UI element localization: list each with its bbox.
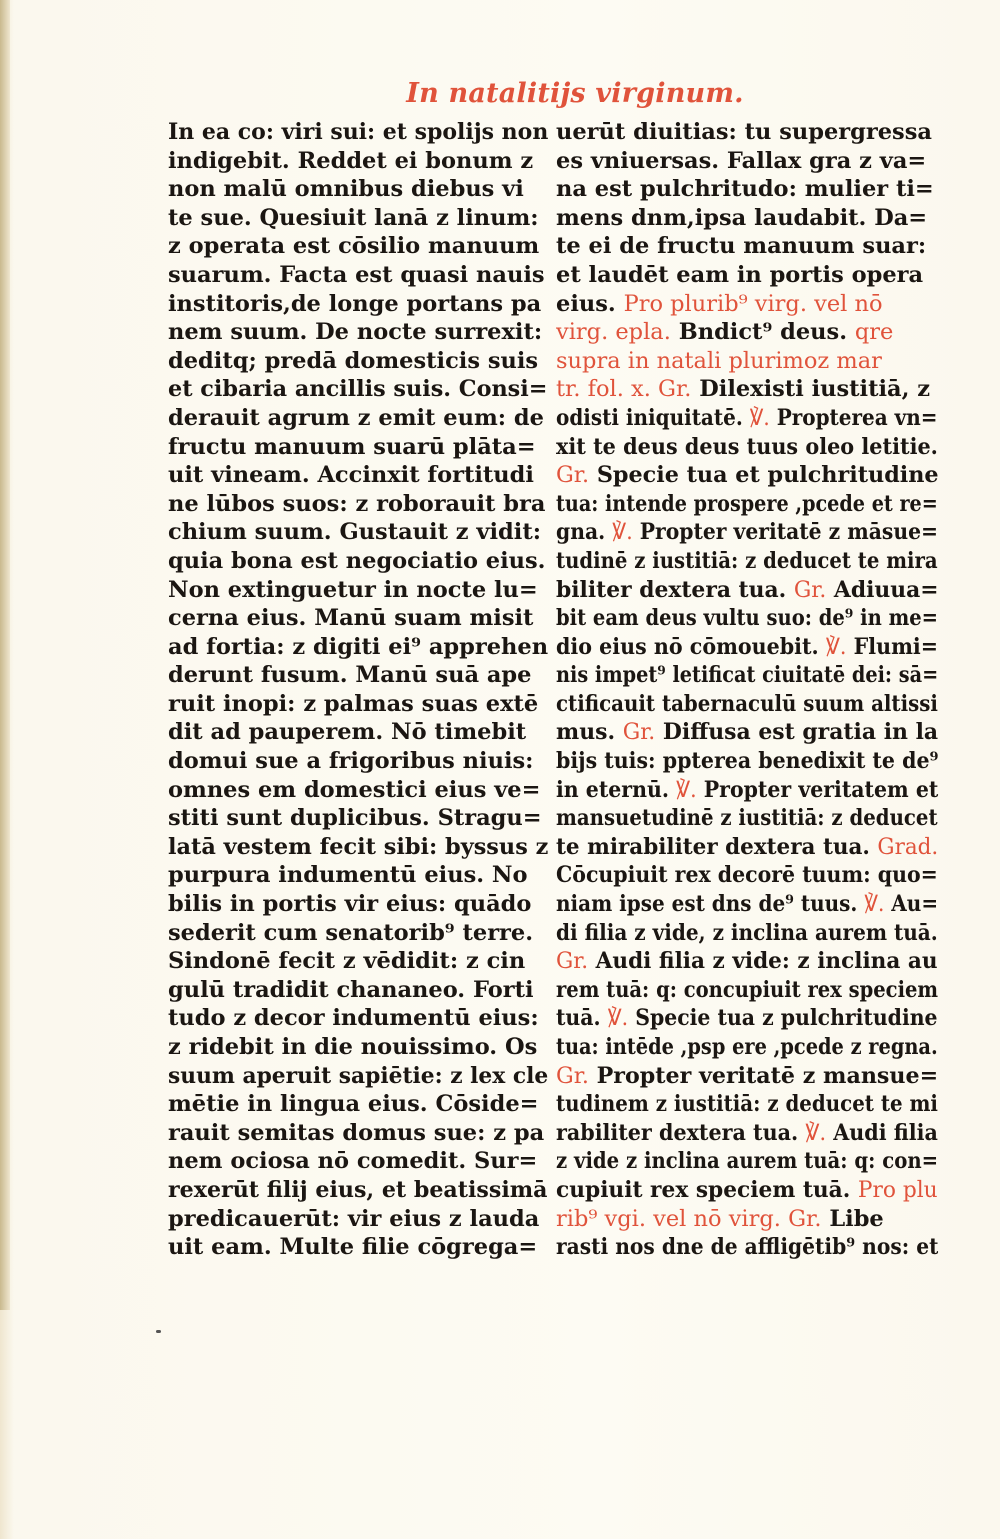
body-text: derunt fusum. Manū suā ape [168, 662, 532, 689]
left-column-line [168, 1119, 548, 1148]
left-column-line [168, 604, 548, 633]
right-column-line [556, 375, 938, 404]
body-text: Flumi= [846, 633, 938, 660]
left-column-line [168, 718, 548, 747]
right-column-line [556, 1205, 938, 1234]
body-text: Libe [821, 1205, 884, 1232]
body-text: tua: intēde ,psp ere ,pcede z regna. [556, 1034, 938, 1060]
rubric-text: ℣. [825, 633, 847, 660]
body-text: Diffusa est gratia in la [655, 719, 938, 746]
body-text: omnes em domestici eius ve= [168, 776, 541, 803]
left-column-line [168, 204, 548, 233]
left-column-line [168, 747, 548, 776]
body-text: predicauerūt: vir eius z lauda [168, 1205, 540, 1232]
left-column-line [168, 433, 548, 462]
body-text: mus. [556, 719, 623, 746]
running-title: In natalitijs virginum. [406, 78, 744, 109]
body-text: di filia z vide, z inclina aurem tuā. [556, 919, 938, 946]
body-text: Dilexisti iustitiā, z [691, 376, 931, 403]
body-text: te ei de fructu manuum suar: [556, 233, 927, 260]
left-column-line [168, 890, 548, 919]
right-column-line [556, 661, 938, 690]
rubric-text: Grad. [877, 833, 938, 860]
body-text: stiti sunt duplicibus. Stragu= [168, 805, 542, 832]
body-text: bilis in portis vir eius: quādo [168, 891, 532, 918]
body-text: chium suum. Gustauit z vidit: [168, 519, 542, 546]
right-column-line [556, 1176, 938, 1205]
body-text: non malū omnibus diebus vi [168, 176, 524, 203]
right-column-line [556, 461, 938, 490]
left-column-line [168, 1147, 548, 1176]
body-text: Audi filia [826, 1119, 938, 1146]
body-text: gulū tradidit chananeo. Forti [168, 976, 534, 1003]
body-text: ad fortia: z digiti ei⁹ apprehen [168, 633, 548, 660]
right-column-line [556, 747, 938, 776]
right-column-line [556, 518, 938, 547]
right-column-line [556, 290, 938, 319]
right-column-line [556, 861, 938, 890]
right-column-line [556, 147, 938, 176]
right-column-line [556, 804, 938, 833]
rubric-text: ℣. [749, 404, 770, 431]
body-text: z operata est cōsilio manuum [168, 233, 540, 260]
body-text: Adiuua= [826, 576, 939, 603]
left-column-line [168, 833, 548, 862]
left-column-line [168, 661, 548, 690]
body-text: Specie tua et pulchritudine [589, 462, 939, 489]
body-text: bit eam deus vultu suo: de⁹ in me= [556, 605, 938, 632]
body-text: derauit agrum z emit eum: de [168, 404, 544, 431]
left-column-line [168, 1205, 548, 1234]
left-column-line [168, 232, 548, 261]
rubric-text: Gr. [556, 1062, 589, 1089]
body-text: suum aperuit sapiētie: z lex cle [168, 1062, 549, 1089]
body-text: Propter veritatem et [696, 776, 939, 803]
body-text: te mirabiliter dextera tua. [556, 833, 878, 860]
body-text: tua: intende prospere ,pcede et re= [556, 490, 938, 517]
left-column-line [168, 318, 548, 347]
body-text: tudinem z iustitiā: z deducet te mi [556, 1091, 938, 1118]
left-column-line [168, 690, 548, 719]
left-column-line [168, 804, 548, 833]
right-column-line [556, 1233, 938, 1262]
body-text: bijs tuis: ppterea benedixit te de⁹ [556, 748, 939, 775]
left-column-line [168, 518, 548, 547]
body-text: uit vineam. Accinxit fortitudi [168, 462, 534, 489]
body-text: gna. [556, 519, 613, 546]
right-column-line [556, 547, 938, 576]
right-column-line [556, 404, 938, 433]
left-column-line [168, 118, 548, 147]
body-text: domui sue a frigoribus niuis: [168, 748, 534, 775]
body-text: sederit cum senatorib⁹ terre. [168, 919, 534, 946]
left-column-line [168, 404, 548, 433]
body-text: mansuetudinē z iustitiā: z deducet [556, 805, 938, 832]
body-text: mētie in lingua eius. Cōside= [168, 1091, 539, 1118]
body-text: Propter veritatē z mansue= [588, 1062, 939, 1089]
left-column-line [168, 375, 548, 404]
left-column-line [168, 1090, 548, 1119]
body-text: tuā. [556, 1005, 608, 1032]
rubric-text: Pro plu [857, 1176, 938, 1203]
right-column-line [556, 890, 938, 919]
body-text: rasti nos dne de affligētib⁹ nos: et [556, 1234, 939, 1261]
body-text: tudo z decor indumentū eius: [168, 1005, 539, 1032]
right-column-line [556, 318, 938, 347]
right-column-line [556, 690, 938, 719]
body-text: xit te deus deus tuus oleo letitie. [556, 433, 938, 460]
left-column-line [168, 290, 548, 319]
left-column-line [168, 976, 548, 1005]
left-column-line [168, 547, 548, 576]
right-column-line [556, 576, 938, 605]
right-column-line [556, 1004, 938, 1033]
body-text: cerna eius. Manū suam misit [168, 605, 534, 632]
left-column-line [168, 861, 548, 890]
right-column-line [556, 490, 938, 519]
right-column-line [556, 433, 938, 462]
left-column-line [168, 633, 548, 662]
body-text: Non extinguetur in nocte lu= [168, 576, 538, 603]
rubric-text: Gr. [793, 576, 827, 603]
right-column-line [556, 1062, 938, 1091]
body-text: Au= [884, 891, 938, 918]
body-text: niam ipse est dns de⁹ tuus. [556, 891, 865, 918]
rubric-text: Gr. [556, 462, 590, 489]
body-text: quia bona est negociatio eius. [168, 547, 546, 574]
rubric-text: ℣. [864, 891, 885, 918]
rubric-text: qre [854, 319, 894, 346]
body-text: Audi filia z vide: z inclina au [588, 948, 938, 975]
body-text: dio eius nō cōmouebit. [556, 633, 826, 660]
body-text: cupiuit rex speciem tuā. [556, 1176, 858, 1203]
left-column-line [168, 261, 548, 290]
right-column-line [556, 1147, 938, 1176]
right-column-line [556, 833, 938, 862]
body-text: Specie tua z pulchritudine [628, 1005, 938, 1032]
left-column-line [168, 1176, 548, 1205]
left-column-line [168, 1062, 548, 1091]
right-column-line [556, 919, 938, 948]
left-column-line [168, 347, 548, 376]
body-text: Bndict⁹ deus. [670, 319, 855, 346]
binding-gutter-shadow [0, 0, 10, 1310]
body-text: nem ociosa nō comedit. Sur= [168, 1148, 538, 1175]
left-column-line [168, 776, 548, 805]
left-column-line [168, 175, 548, 204]
body-text: fructu manuum suarū plāta= [168, 433, 536, 460]
right-column-line [556, 232, 938, 261]
rubric-text: rib⁹ vgi. vel nō virg. Gr. [556, 1205, 822, 1232]
body-text: rem tuā: q: concupiuit rex speciem [556, 976, 938, 1003]
left-column-line [168, 1004, 548, 1033]
right-column-line [556, 261, 938, 290]
body-text: z ridebit in die nouissimo. Os [168, 1034, 538, 1060]
body-text: Sindonē fecit z vēdidit: z cin [168, 948, 526, 975]
body-text: ctificauit tabernaculū suum altissi [556, 690, 938, 717]
body-text: uit eam. Multe filie cōgrega= [168, 1234, 538, 1261]
body-text: te sue. Quesiuit lanā z linum: [168, 204, 539, 231]
right-column-line [556, 633, 938, 662]
left-column-line [168, 576, 548, 605]
rubric-text: tr. fol. x. Gr. [556, 376, 692, 403]
body-text: biliter dextera tua. [556, 576, 794, 603]
body-text: eius. [556, 290, 624, 317]
body-text: Cōcupiuit rex decorē tuum: quo= [556, 862, 938, 889]
body-text: indigebit. Reddet ei bonum z [168, 147, 534, 174]
left-column-line [168, 919, 548, 948]
rubric-text: Pro plurib⁹ virg. vel nō [623, 290, 883, 317]
body-text: ruit inopi: z palmas suas extē [168, 690, 539, 717]
body-text: et laudēt eam in portis opera [556, 261, 924, 288]
body-text: z vide z inclina aurem tuā: q: con= [556, 1148, 938, 1175]
right-column-line [556, 604, 938, 633]
right-column-line [556, 347, 938, 376]
body-text: rauit semitas domus sue: z pa [168, 1119, 545, 1146]
left-column-line [168, 1233, 548, 1262]
right-column-line [556, 175, 938, 204]
right-column-line [556, 1033, 938, 1062]
right-column-line [556, 1119, 938, 1148]
left-column-line [168, 461, 548, 490]
body-text: rexerūt filij eius, et beatissimā [168, 1176, 548, 1203]
right-column-line [556, 976, 938, 1005]
rubric-text: ℣. [805, 1119, 827, 1146]
body-text: dit ad pauperem. Nō timebit [168, 719, 527, 746]
body-text: nis impet⁹ letificat ciuitatē dei: sā= [556, 662, 939, 689]
body-text: odisti iniquitatē. [556, 404, 750, 431]
body-text: suarum. Facta est quasi nauis [168, 261, 545, 288]
left-text-column [168, 118, 548, 1262]
rubric-text: ℣. [612, 519, 633, 546]
right-text-column [556, 118, 938, 1262]
body-text: in eternū. [556, 776, 677, 803]
left-column-line [168, 147, 548, 176]
body-text: purpura indumentū eius. No [168, 862, 528, 889]
right-column-line [556, 204, 938, 233]
rubric-text: ℣. [607, 1005, 629, 1032]
left-column-line [168, 490, 548, 519]
right-column-line [556, 776, 938, 805]
body-text: deditq; predā domesticis suis [168, 347, 539, 374]
body-text: tudinē z iustitiā: z deducet te mira [556, 547, 938, 574]
body-text: rabiliter dextera tua. [556, 1119, 806, 1146]
body-text: nem suum. De nocte surrexit: [168, 319, 543, 346]
rubric-text: ℣. [676, 776, 697, 803]
body-text: na est pulchritudo: mulier ti= [556, 176, 934, 203]
body-text: latā vestem fecit sibi: byssus z [168, 833, 549, 860]
body-text: In ea co: viri sui: et spolijs non [168, 119, 549, 145]
body-text: institoris,de longe portans pa [168, 290, 542, 317]
left-column-line [168, 1033, 548, 1062]
running-header [0, 78, 1000, 109]
right-column-line [556, 947, 938, 976]
rubric-text: Gr. [622, 719, 656, 746]
body-text: mens dnm,ipsa laudabit. Da= [556, 204, 928, 231]
rubric-text: supra in natali plurimoz mar [556, 347, 882, 374]
body-text: Propter veritatē z māsue= [632, 519, 938, 546]
body-text: ne lūbos suos: z roborauit bra [168, 490, 546, 517]
rubric-text: Gr. [556, 948, 589, 975]
body-text: es vniuersas. Fallax gra z va= [556, 147, 927, 174]
rubric-text: virg. epla. [556, 319, 671, 346]
body-text: Propterea vn= [769, 404, 938, 431]
right-column-line [556, 1090, 938, 1119]
right-column-line [556, 718, 938, 747]
body-text: et cibaria ancillis suis. Consi= [168, 376, 548, 403]
left-column-line [168, 947, 548, 976]
body-text: uerūt diuitias: tu supergressa [556, 119, 932, 145]
ink-speck [156, 1330, 161, 1333]
right-column-line [556, 118, 938, 147]
